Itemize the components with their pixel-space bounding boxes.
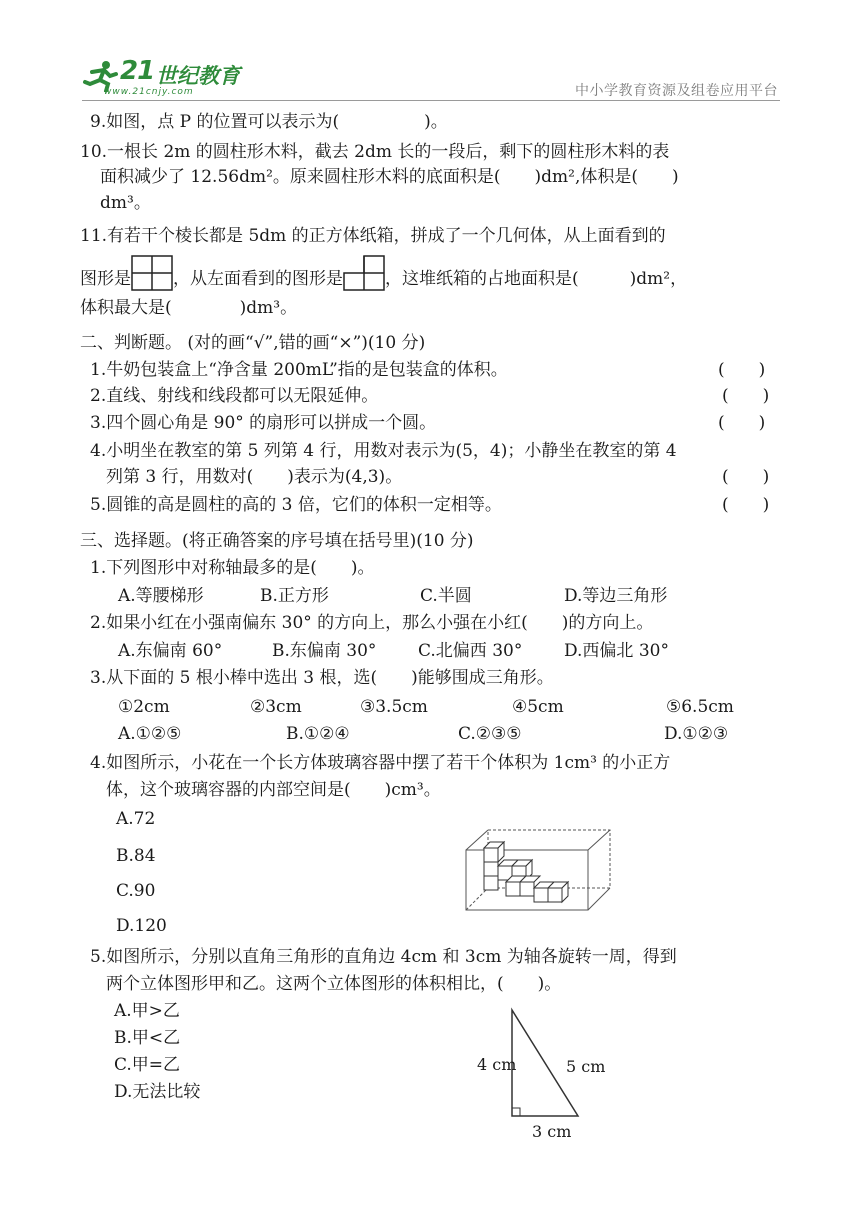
judge-item-4-text-cont: 列第 3 行，用数对( )表示为(4,3)。	[106, 467, 403, 487]
stick-4: ④5cm	[512, 697, 564, 717]
triangle-label-hypotenuse: 5 cm	[566, 1057, 606, 1076]
choice-q3-option-b: B.①②④	[286, 724, 350, 744]
q10-line2: 面积减少了 12.56dm²。原来圆柱形木料的底面积是( )dm²,体积是( )	[100, 167, 679, 187]
judge-item-5-paren: ( )	[722, 495, 770, 515]
judge-item-1-text: 1.牛奶包装盒上“净含量 200mL”指的是包装盒的体积。	[90, 360, 508, 380]
stick-3: ③3.5cm	[360, 697, 428, 717]
judge-item-4-paren: ( )	[722, 467, 770, 487]
left-view-grid-icon	[343, 255, 385, 291]
choice-q4-option-a: A.72	[116, 809, 156, 829]
choice-q5-option-c: C.甲=乙	[114, 1055, 181, 1075]
judge-item-2-text: 2.直线、射线和线段都可以无限延伸。	[90, 386, 379, 406]
logo-number: 21	[120, 56, 155, 86]
choice-q1-option-b: B.正方形	[260, 586, 329, 606]
choice-q3-stem: 3.从下面的 5 根小棒中选出 3 根，选( )能够围成三角形。	[90, 668, 554, 688]
logo-url: www.21cnjy.com	[104, 87, 194, 97]
site-logo	[82, 56, 252, 100]
choice-section-title: 三、选择题。(将正确答案的序号填在括号里)(10 分)	[80, 531, 474, 551]
q9-text: 9.如图，点 P 的位置可以表示为( )。	[90, 112, 448, 132]
q11-line2-part-a: 图形是	[80, 269, 131, 289]
stick-2: ②3cm	[250, 697, 302, 717]
judge-section-title: 二、判断题。 (对的画“√”,错的画“×”)(10 分)	[80, 333, 426, 353]
header-divider	[82, 100, 780, 101]
glass-container-figure	[462, 826, 614, 914]
top-view-grid-icon	[131, 255, 173, 291]
choice-q1-option-d: D.等边三角形	[564, 586, 668, 606]
q11-line2	[80, 268, 687, 291]
triangle-label-left: 4 cm	[477, 1055, 517, 1074]
choice-q3-option-c: C.②③⑤	[458, 724, 522, 744]
judge-item-2-paren: ( )	[722, 386, 770, 406]
stick-1: ①2cm	[118, 697, 170, 717]
choice-q5-stem-line1: 5.如图所示，分别以直角三角形的直角边 4cm 和 3cm 为轴各旋转一周，得到	[90, 947, 677, 967]
q11-line2-part-b: ，从左面看到的图形是	[173, 269, 343, 289]
triangle-label-bottom: 3 cm	[532, 1122, 572, 1141]
stick-5: ⑤6.5cm	[666, 697, 734, 717]
choice-q1-option-a: A.等腰梯形	[118, 586, 204, 606]
choice-q5-option-b: B.甲<乙	[114, 1028, 181, 1048]
choice-q2-option-a: A.东偏南 60°	[118, 641, 223, 661]
choice-q4-stem-line2: 体，这个玻璃容器的内部空间是( )cm³。	[106, 780, 441, 800]
q11-line3: 体积最大是( )dm³。	[80, 298, 298, 318]
choice-q2-option-c: C.北偏西 30°	[418, 641, 523, 661]
choice-q5-option-d: D.无法比较	[114, 1082, 201, 1102]
q11-line1: 11.有若干个棱长都是 5dm 的正方体纸箱，拼成了一个几何体，从上面看到的	[80, 226, 666, 246]
judge-item-1-paren: ( )	[718, 360, 766, 380]
judge-item-3-text: 3.四个圆心角是 90° 的扇形可以拼成一个圆。	[90, 413, 437, 433]
judge-item-5-text: 5.圆锥的高是圆柱的高的 3 倍，它们的体积一定相等。	[90, 495, 502, 515]
choice-q4-option-b: B.84	[116, 846, 156, 866]
q10-line1: 10.一根长 2m 的圆柱形木料，截去 2dm 长的一段后，剩下的圆柱形木料的表	[80, 142, 670, 162]
choice-q3-option-d: D.①②③	[664, 724, 729, 744]
choice-q4-option-c: C.90	[116, 881, 156, 901]
q11-line2-part-c: ，这堆纸箱的占地面积是( )dm²，	[385, 269, 688, 289]
choice-q2-option-b: B.东偏南 30°	[272, 641, 377, 661]
choice-q1-option-c: C.半圆	[420, 586, 472, 606]
choice-q5-stem-line2: 两个立体图形甲和乙。这两个立体图形的体积相比，( )。	[106, 974, 562, 994]
choice-q2-stem: 2.如果小红在小强南偏东 30° 的方向上，那么小强在小红( )的方向上。	[90, 613, 654, 633]
choice-q4-option-d: D.120	[116, 916, 167, 936]
choice-q1-stem: 1.下列图形中对称轴最多的是( )。	[90, 558, 375, 578]
judge-item-4-text: 4.小明坐在教室的第 5 列第 4 行，用数对表示为(5，4)；小静坐在教室的第 4	[90, 441, 677, 461]
platform-name: 中小学教育资源及组卷应用平台	[575, 83, 778, 99]
choice-q3-option-a: A.①②⑤	[118, 724, 182, 744]
choice-q4-stem-line1: 4.如图所示，小花在一个长方体玻璃容器中摆了若干个体积为 1cm³ 的小正方	[90, 753, 671, 773]
judge-item-3-paren: ( )	[718, 413, 766, 433]
choice-q2-option-d: D.西偏北 30°	[564, 641, 669, 661]
logo-text: 世纪教育	[156, 64, 240, 88]
choice-q5-option-a: A.甲>乙	[114, 1001, 180, 1021]
q10-line3: dm³。	[100, 193, 151, 213]
